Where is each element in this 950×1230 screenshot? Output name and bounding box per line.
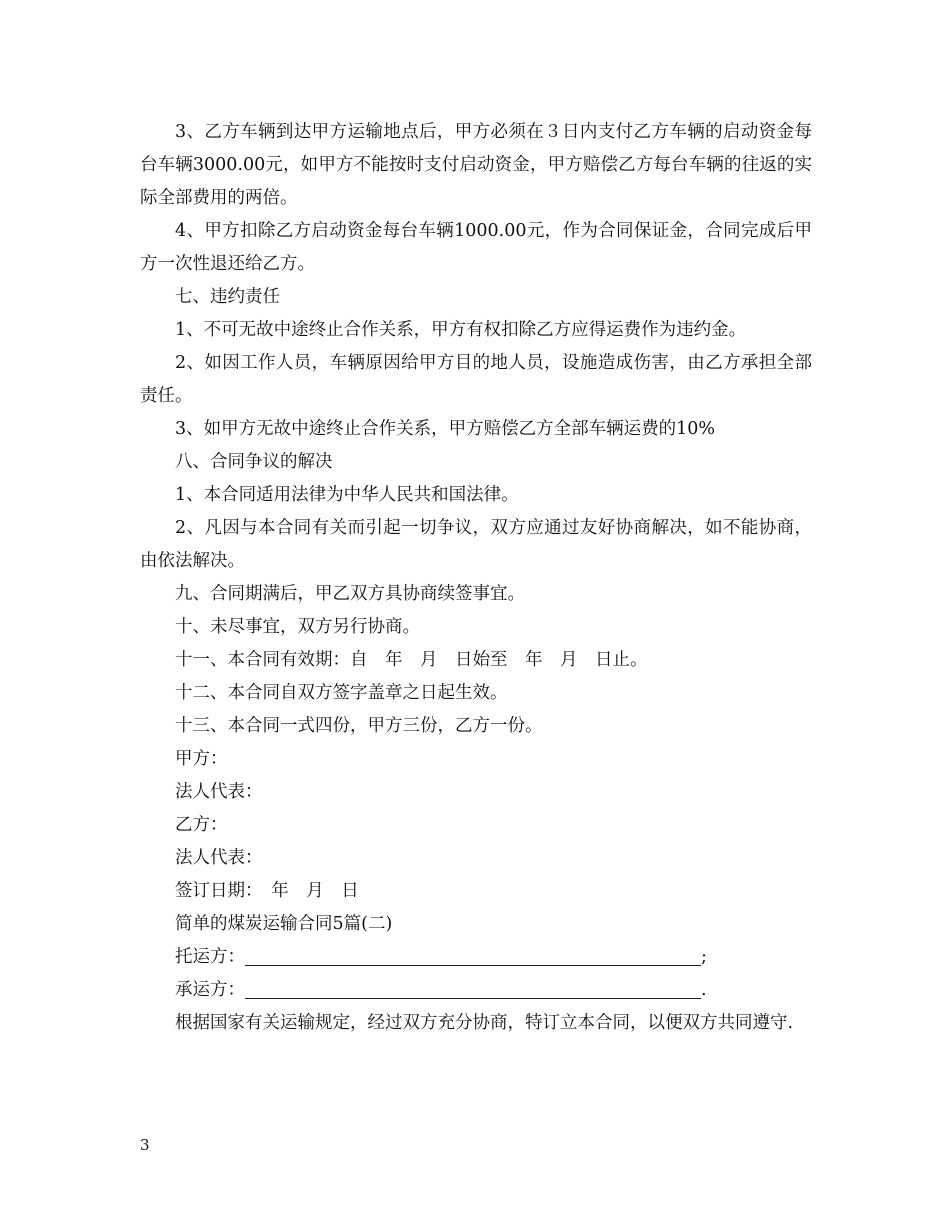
- section-title-part-two: 简单的煤炭运输合同5篇(二): [175, 914, 393, 934]
- page-number: 3: [140, 1136, 150, 1154]
- paragraph-dispute-2: 2、凡因与本合同有关而引起一切争议，双方应通过友好协商解决，如不能协商，由依法解决。: [140, 518, 812, 571]
- closing-paragraph: 根据国家有关运输规定，经过双方充分协商，特订立本合同，以便双方共同遵守.: [175, 1013, 794, 1033]
- paragraph-clause-4: 4、甲方扣除乙方启动资金每台车辆1000.00元，作为合同保证金，合同完成后甲方一次性退还给乙方。: [140, 221, 812, 274]
- carrier-label: 承运方：: [175, 980, 245, 1000]
- paragraph-clause-10: 十、未尽事宜，双方另行协商。: [175, 617, 420, 637]
- signing-date: 签订日期： 年 月 日: [175, 881, 359, 901]
- paragraph-clause-9: 九、合同期满后，甲乙双方具协商续签事宜。: [175, 584, 525, 604]
- party-a-label: 甲方：: [175, 749, 228, 769]
- section-heading-dispute: 八、合同争议的解决: [175, 452, 333, 472]
- shipper-label: 托运方：: [175, 947, 245, 967]
- paragraph-breach-2: 2、如因工作人员，车辆原因给甲方目的地人员，设施造成伤害，由乙方承担全部责任。: [140, 353, 812, 406]
- paragraph-breach-3: 3、如甲方无故中途终止合作关系，甲方赔偿乙方全部车辆运费的10%: [175, 419, 716, 439]
- paragraph-clause-3: 3、乙方车辆到达甲方运输地点后，甲方必须在３日内支付乙方车辆的启动资金每台车辆3000.00元，如甲方不能按时支付启动资金，甲方赔偿乙方每台车辆的往返的实际全部费用的两倍。: [140, 122, 812, 208]
- party-b-representative: 法人代表：: [175, 848, 263, 868]
- carrier-end: .: [701, 980, 707, 1000]
- paragraph-clause-11: 十一、本合同有效期：自 年 月 日始至 年 月 日止。: [175, 650, 648, 670]
- shipper-line: [140, 941, 812, 974]
- document-body: [140, 116, 812, 1040]
- paragraph-clause-12: 十二、本合同自双方签字盖章之日起生效。: [175, 683, 508, 703]
- paragraph-dispute-1: 1、本合同适用法律为中华人民共和国法律。: [175, 485, 519, 505]
- party-a-representative: 法人代表：: [175, 782, 263, 802]
- paragraph-clause-13: 十三、本合同一式四份，甲方三份，乙方一份。: [175, 716, 543, 736]
- party-b-label: 乙方：: [175, 815, 228, 835]
- carrier-line: [140, 974, 812, 1007]
- shipper-blank: [245, 943, 701, 966]
- paragraph-breach-1: 1、不可无故中途终止合作关系，甲方有权扣除乙方应得运费作为违约金。: [175, 320, 747, 340]
- carrier-blank: [245, 976, 701, 999]
- shipper-end: ;: [701, 947, 707, 967]
- section-heading-breach: 七、违约责任: [175, 287, 280, 307]
